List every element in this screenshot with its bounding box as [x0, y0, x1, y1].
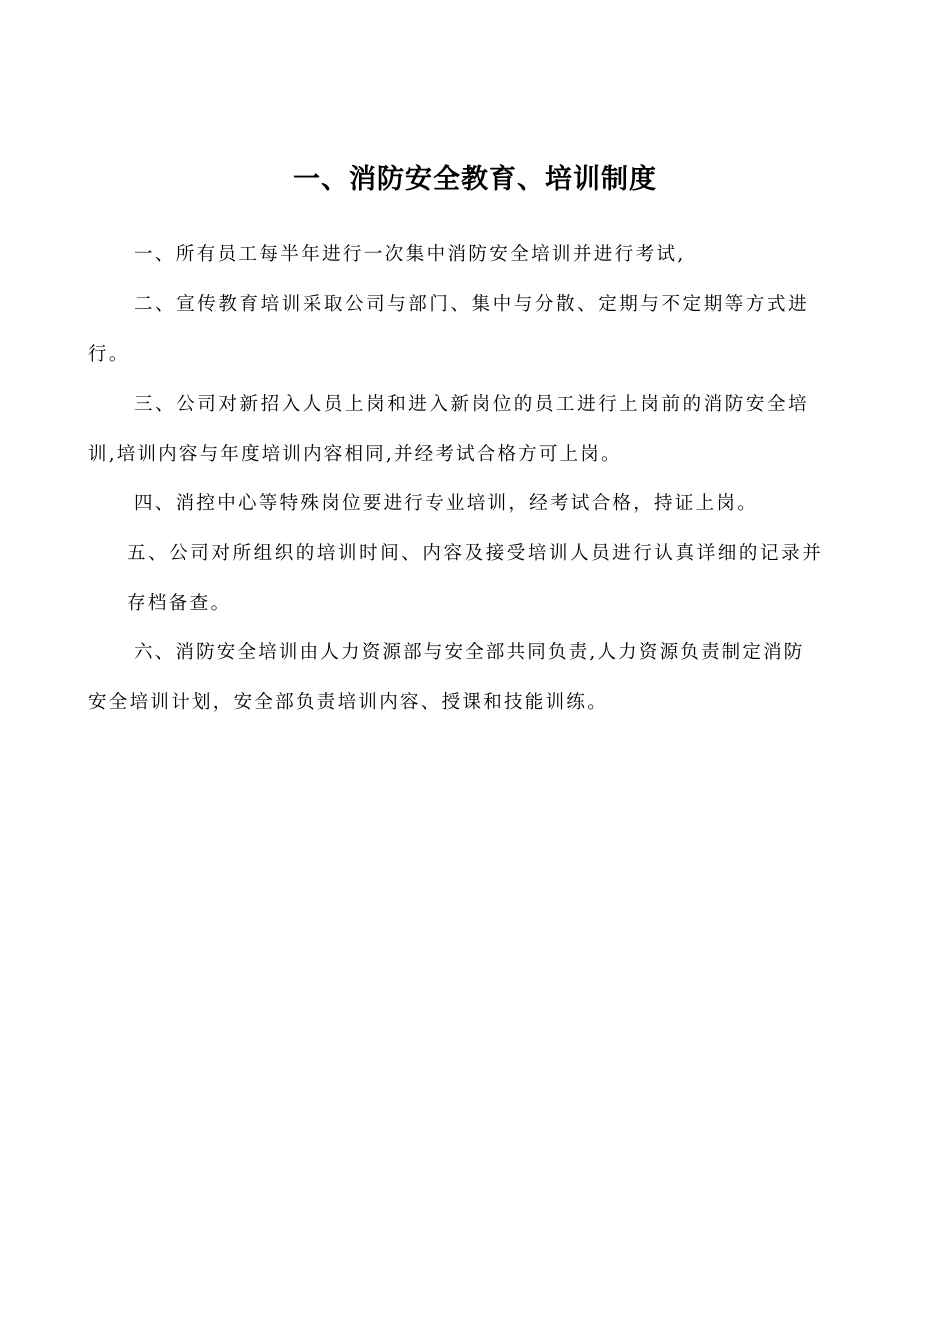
paragraph-6-line-2: 安全培训计划，安全部负责培训内容、授课和技能训练。	[88, 692, 609, 713]
paragraph-3-line-1: 三、公司对新招入人员上岗和进入新岗位的员工进行上岗前的消防安全培	[134, 394, 810, 415]
document-title: 一、消防安全教育、培训制度	[293, 164, 657, 195]
paragraph-5-line-2: 存档备查。	[127, 593, 232, 614]
paragraph-2-line-2: 行。	[88, 344, 130, 365]
paragraph-1-line-1: 一、所有员工每半年进行一次集中消防安全培训并进行考试,	[134, 244, 686, 265]
paragraph-4-line-1: 四、消控中心等特殊岗位要进行专业培训，经考试合格，持证上岗。	[134, 493, 759, 514]
paragraph-6-line-1: 六、消防安全培训由人力资源部与安全部共同负责,人力资源负责制定消防	[134, 642, 805, 663]
paragraph-2-line-1: 二、宣传教育培训采取公司与部门、集中与分散、定期与不定期等方式进	[134, 294, 810, 315]
paragraph-3-line-2: 训,培训内容与年度培训内容相同,并经考试合格方可上岗。	[88, 444, 622, 465]
paragraph-5-line-1: 五、公司对所组织的培训时间、内容及接受培训人员进行认真详细的记录并	[127, 543, 824, 564]
